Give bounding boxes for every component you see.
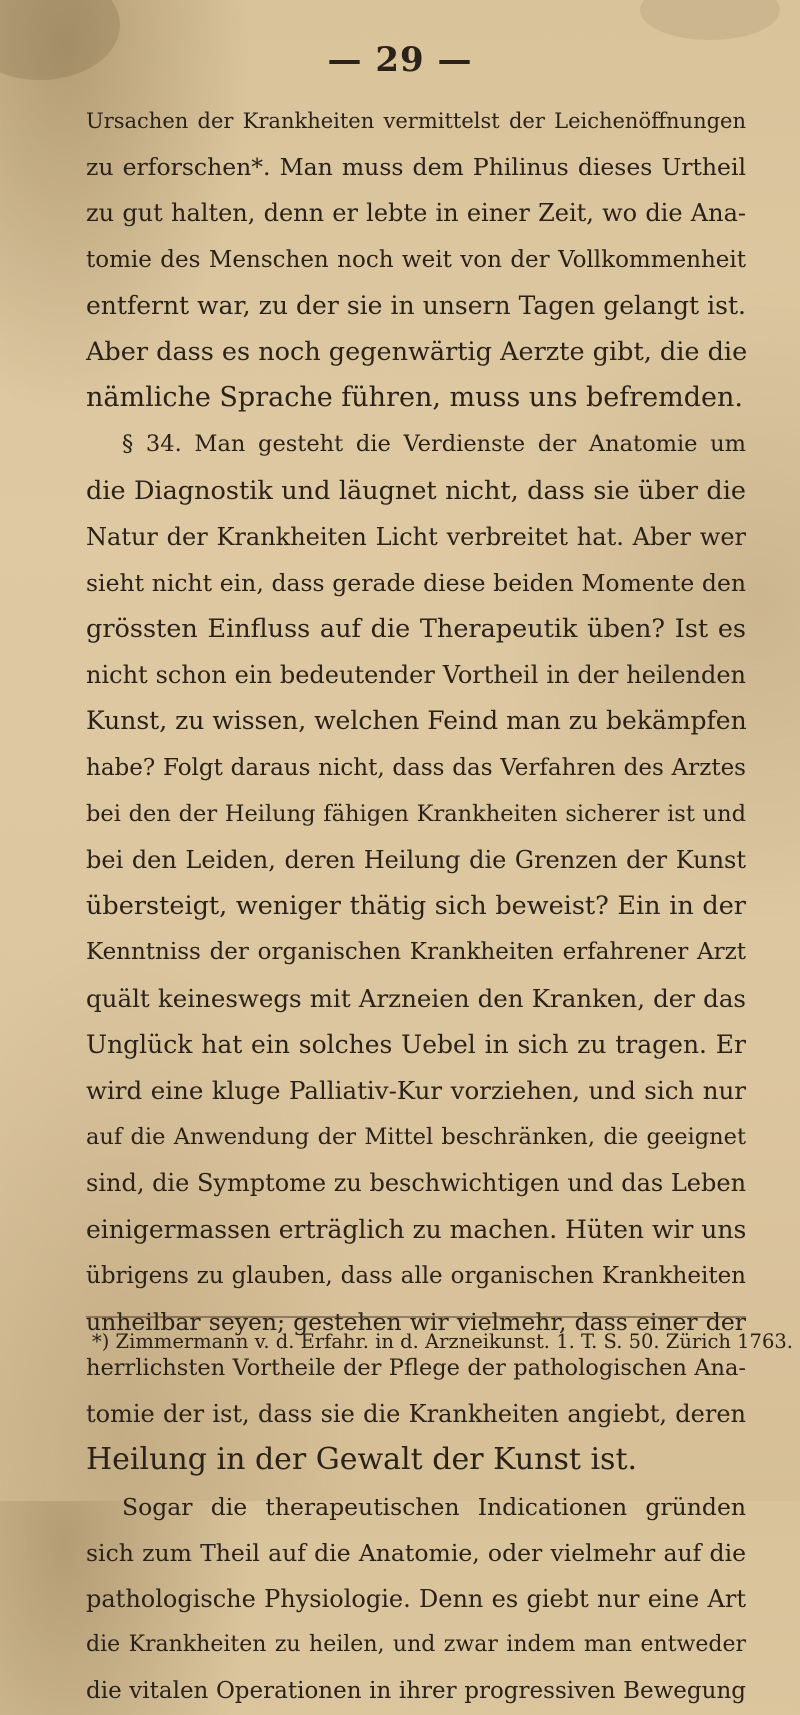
body-text — [86, 98, 746, 1715]
text-line: Unglück hat ein solches Uebel in sich zu tragen. Er — [86, 1029, 746, 1059]
text-line: bei den der Heilung fähigen Krankheiten sicherer ist und — [86, 800, 746, 827]
text-line: Natur der Krankheiten Licht verbreitet hat. Aber wer — [86, 522, 746, 551]
text-line: wird eine kluge Palliativ-Kur vorziehen, und sich nur — [86, 1075, 746, 1105]
text-line: Heilung in der Gewalt der Kunst ist. — [86, 1442, 638, 1478]
text-line: die Krankheiten zu heilen, und zwar indem man entweder — [86, 1632, 746, 1658]
text-line: habe? Folgt daraus nicht, dass das Verfahren des Arztes — [86, 754, 746, 781]
text-line: Kunst, zu wissen, welchen Feind man zu bekämpfen — [86, 706, 747, 736]
text-line: tomie des Menschen noch weit von der Vollkommenheit — [86, 246, 746, 273]
text-line: unheilbar seyen; gestehen wir vielmehr, dass einer der — [86, 1307, 746, 1336]
text-line: die vitalen Operationen in ihrer progressiven Bewegung — [86, 1678, 746, 1705]
text-line: sich zum Theil auf die Anatomie, oder vielmehr auf die — [86, 1538, 746, 1567]
text-line: Sogar die therapeutischen Indicationen gründen — [122, 1492, 746, 1521]
text-line: herrlichsten Vortheile der Pflege der pathologischen Ana- — [86, 1355, 746, 1382]
text-line: tomie der ist, dass sie die Krankheiten angiebt, deren — [86, 1400, 746, 1429]
footnote-divider — [86, 1316, 746, 1318]
footnote: *) Zimmermann v. d. Erfahr. in d. Arzneikunst. 1. T. S. 50. Zürich 1763. — [92, 1330, 793, 1353]
text-line: auf die Anwendung der Mittel beschränken, die geeignet — [86, 1124, 746, 1151]
section-heading-line: § 34. Man gesteht die Verdienste der Anatomie um — [122, 431, 746, 458]
text-line: nämliche Sprache führen, muss uns befremden. — [86, 382, 743, 414]
age-stain — [640, 0, 780, 40]
text-line: die Diagnostik und läugnet nicht, dass sie über die — [86, 475, 746, 506]
text-line: sind, die Symptome zu beschwichtigen und das Leben — [86, 1169, 747, 1198]
text-line: übersteigt, weniger thätig sich beweist? Ein in der — [86, 891, 746, 922]
text-line: übrigens zu glauben, dass alle organischen Krankheiten — [86, 1262, 746, 1289]
text-line: entfernt war, zu der sie in unsern Tagen gelangt ist. — [86, 290, 746, 320]
text-line: einigermassen erträglich zu machen. Hüten wir uns — [86, 1214, 747, 1244]
text-line: nicht schon ein bedeutender Vortheil in der heilenden — [86, 661, 746, 690]
text-line: quält keineswegs mit Arzneien den Kranken, der das — [86, 983, 746, 1013]
text-line: Kenntniss der organischen Krankheiten erfahrener Arzt — [86, 939, 746, 966]
text-line: Aber dass es noch gegenwärtig Aerzte gibt, die die — [86, 336, 748, 367]
text-line: zu erforschen*. Man muss dem Philinus dieses Urtheil — [86, 153, 746, 182]
text-line: bei den Leiden, deren Heilung die Grenzen der Kunst — [86, 846, 746, 874]
text-line: Ursachen der Krankheiten vermittelst der Leichenöffnungen — [86, 109, 746, 133]
text-line: pathologische Physiologie. Denn es giebt nur eine Art — [86, 1585, 746, 1613]
text-line: zu gut halten, denn er lebte in einer Zeit, wo die Ana- — [86, 199, 746, 228]
text-line: grössten Einfluss auf die Therapeutik üben? Ist es — [86, 614, 746, 645]
text-line: sieht nicht ein, dass gerade diese beiden Momente den — [86, 568, 746, 597]
page-number: — 29 — — [327, 40, 473, 80]
